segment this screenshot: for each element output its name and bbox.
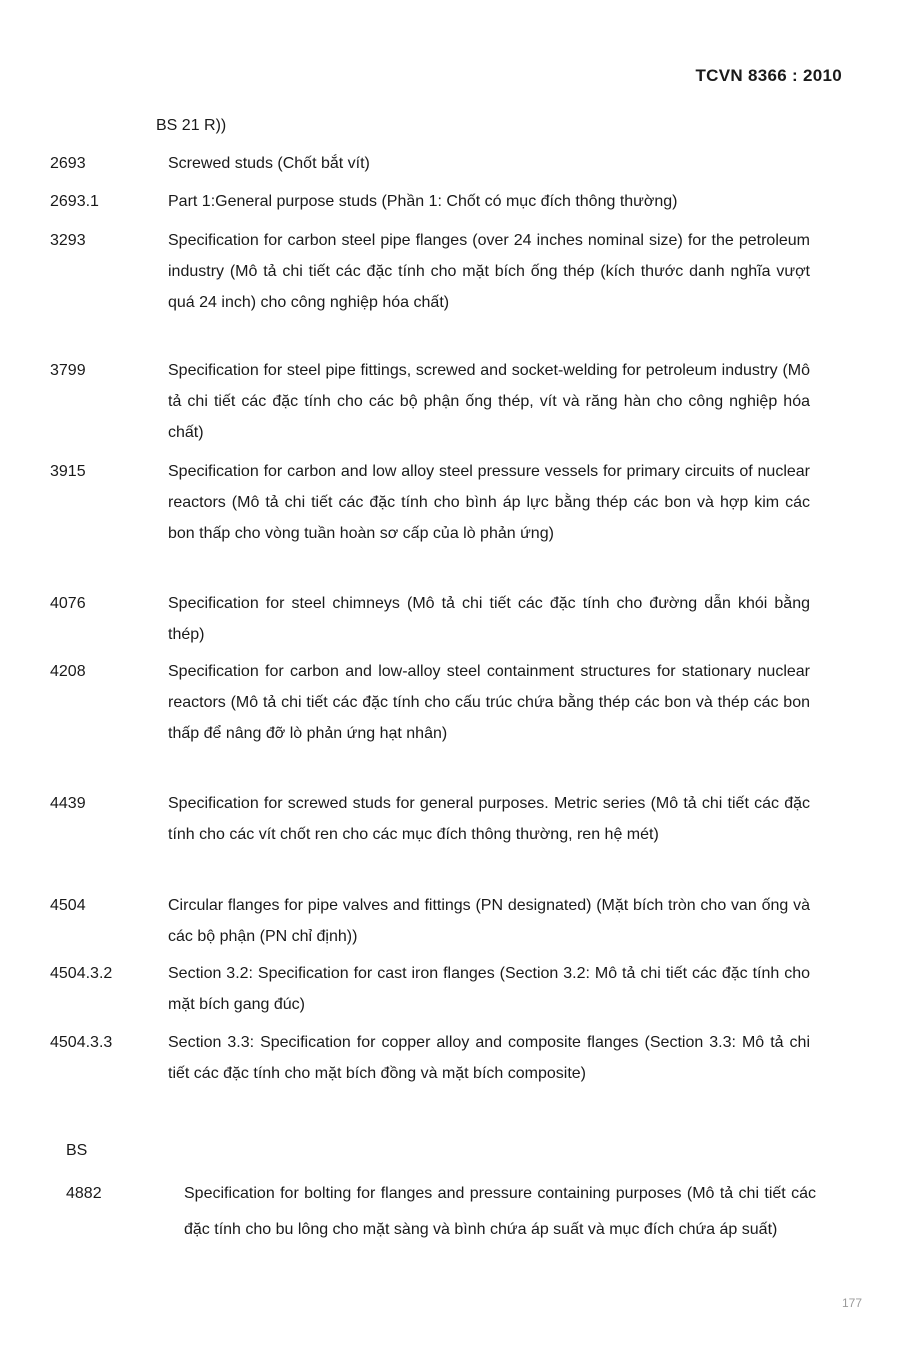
entry-text: Circular flanges for pipe valves and fittings (PN designated) (Mặt bích tròn cho van ống và các bộ phận (PN chỉ định)) xyxy=(168,897,810,945)
entry-text: Screwed studs (Chốt bắt vít) xyxy=(168,155,370,172)
entry xyxy=(50,1027,810,1089)
entry-text: Specification for carbon steel pipe flanges (over 24 inches nominal size) for the petroleum industry (Mô tả chi tiết các đặc tính cho mặt bích ống thép (kích thước danh nghĩa vượt quá 24 inch) cho công nghiệp hóa chất) xyxy=(168,232,810,311)
entry-text: Part 1:General purpose studs (Phần 1: Chốt có mục đích thông thường) xyxy=(168,193,678,210)
entry-code: 4439 xyxy=(50,795,86,812)
entry-code: 3799 xyxy=(50,362,86,379)
section-label: BS xyxy=(66,1142,88,1159)
entry xyxy=(50,456,810,549)
entry-code: 2693 xyxy=(50,155,86,172)
entry-text: Specification for screwed studs for general purposes. Metric series (Mô tả chi tiết các đặc tính cho các vít chốt ren cho các mục đích thông thường, ren hệ mét) xyxy=(168,795,810,843)
standard-header: TCVN 8366 : 2010 xyxy=(695,66,842,85)
entry xyxy=(50,788,810,850)
entry-code: 4208 xyxy=(50,663,86,680)
entry xyxy=(50,958,810,1020)
page-number: 177 xyxy=(841,1296,862,1310)
entry xyxy=(50,656,810,749)
entry xyxy=(66,1176,816,1248)
entry xyxy=(50,148,810,179)
entry-text: Specification for carbon and low-alloy steel containment structures for stationary nuclear reactors (Mô tả chi tiết các đặc tính cho cấu trúc chứa bằng thép các bon và thép các bon thấp để nâng đỡ lò phản ứng hạt nhân) xyxy=(168,663,810,742)
entry-code: 4882 xyxy=(66,1185,102,1202)
entry-text: Specification for bolting for flanges and pressure containing purposes (Mô tả chi tiết các đặc tính cho bu lông cho mặt sàng và bình chứa áp suất và mục đích chứa áp suất) xyxy=(184,1185,816,1238)
entry-text: Section 3.3: Specification for copper alloy and composite flanges (Section 3.3: Mô tả chi tiết các đặc tính cho mặt bích đồng và mặt bích composite) xyxy=(168,1034,810,1082)
entry xyxy=(50,890,810,952)
entry-code: 4076 xyxy=(50,595,86,612)
entry-code: 4504.3.2 xyxy=(50,965,113,982)
entry-text: Specification for steel chimneys (Mô tả chi tiết các đặc tính cho đường dẫn khói bằng thép) xyxy=(168,595,810,643)
entry-text: Section 3.2: Specification for cast iron flanges (Section 3.2: Mô tả chi tiết các đặc tính cho mặt bích gang đúc) xyxy=(168,965,810,1013)
entry xyxy=(50,355,810,448)
entry xyxy=(50,225,810,318)
entry-code: 4504 xyxy=(50,897,86,914)
entry xyxy=(50,186,810,217)
entry-code: 4504.3.3 xyxy=(50,1034,113,1051)
entry-code: 3915 xyxy=(50,463,86,480)
continuation-text: BS 21 R)) xyxy=(156,117,227,134)
entry-text: Specification for steel pipe fittings, screwed and socket-welding for petroleum industry (Mô tả chi tiết các đặc tính cho các bộ phận ống thép, vít và răng hàn cho công nghiệp hóa chất) xyxy=(168,362,810,441)
entry-text: Specification for carbon and low alloy steel pressure vessels for primary circuits of nuclear reactors (Mô tả chi tiết các đặc tính cho bình áp lực bằng thép các bon và hợp kim các bon thấp cho vòng tuần hoàn sơ cấp của lò phản ứng) xyxy=(168,463,810,542)
entry-code: 3293 xyxy=(50,232,86,249)
entry xyxy=(50,588,810,650)
entry-code: 2693.1 xyxy=(50,193,99,210)
